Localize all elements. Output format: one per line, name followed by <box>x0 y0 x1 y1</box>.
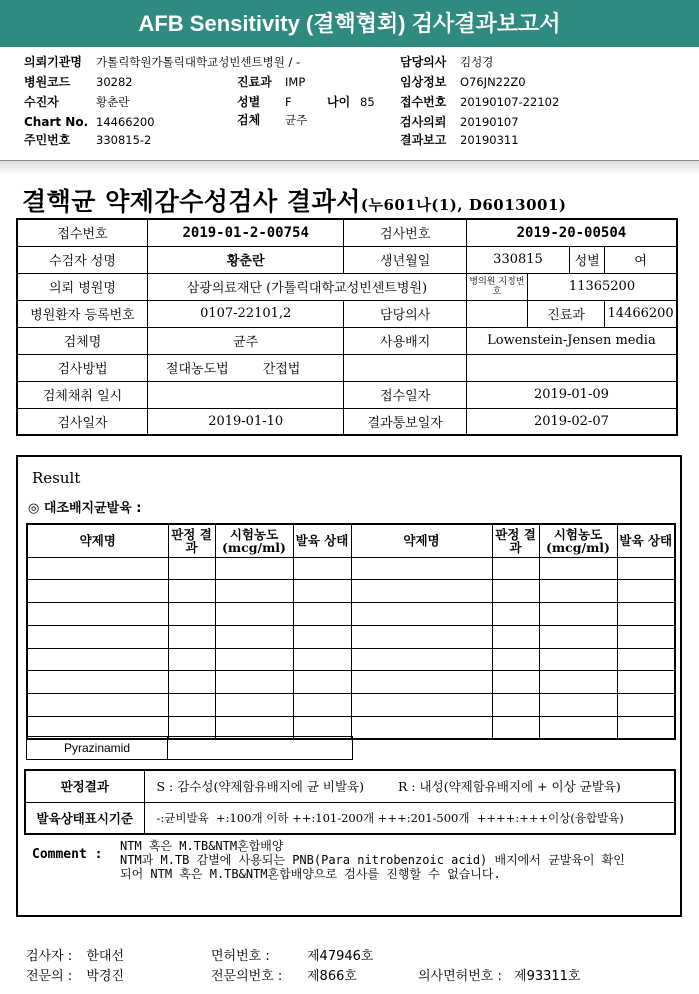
attending-doctor-label: 담당의사 <box>344 300 466 327</box>
receipt-row <box>400 95 559 109</box>
sex-row <box>237 95 292 109</box>
drug-cell <box>168 557 215 580</box>
drug-cell <box>492 694 539 717</box>
specialist-label: 전문의 : <box>26 969 73 984</box>
notified-value: 2019-02-07 <box>466 408 677 435</box>
table-row <box>17 381 677 408</box>
table-row <box>17 327 677 354</box>
result-label: Result <box>32 469 81 487</box>
drug-cell <box>351 717 492 740</box>
dept-row <box>237 75 305 89</box>
drug-row <box>27 557 675 580</box>
table-row <box>17 273 677 300</box>
comment-text <box>120 839 625 881</box>
reg-no-label: 병원환자 등록번호 <box>17 300 147 327</box>
collect-label: 검체채취 일시 <box>17 381 147 408</box>
medium-label: 사용배지 <box>344 327 466 354</box>
drug-cell <box>27 580 168 603</box>
dept-label: 진료과 <box>237 75 272 89</box>
judge-legend-r: R : 내성(약제함유배지에 + 이상 균발육) <box>397 779 621 795</box>
control-growth-label: ◎ 대조배지균발육 : <box>28 501 142 516</box>
drug-cell <box>351 671 492 694</box>
drug-cell <box>617 603 675 626</box>
table-row <box>17 246 677 273</box>
test-no-label: 검사번호 <box>344 219 466 246</box>
drug-cell <box>617 694 675 717</box>
tested-label: 검사일자 <box>17 408 147 435</box>
method-label: 검사방법 <box>17 354 147 381</box>
growth-legend-label: 발육상태표시기준 <box>25 802 144 834</box>
drug-cell <box>27 625 168 648</box>
concentration-header: 시험농도 (mcg/ml) <box>215 524 293 557</box>
drug-row <box>27 625 675 648</box>
drug-row <box>27 694 675 717</box>
drug-cell <box>617 648 675 671</box>
legend-table <box>24 769 676 835</box>
document-title <box>22 182 567 218</box>
drug-cell <box>539 717 617 740</box>
drug-cell <box>27 557 168 580</box>
drug-row <box>27 671 675 694</box>
dept-value-cell: 14466200 <box>605 300 677 327</box>
receipt-value: 20190107-22102 <box>460 95 560 109</box>
license-value: 제47946호 <box>307 949 374 964</box>
chart-row <box>24 115 155 129</box>
clinical-value: O76JN22Z0 <box>460 75 526 89</box>
received-value: 2019-01-09 <box>466 381 677 408</box>
drug-cell <box>539 648 617 671</box>
drug-cell <box>351 580 492 603</box>
drug-cell <box>539 557 617 580</box>
result-section <box>16 455 682 917</box>
tested-value: 2019-01-10 <box>147 408 344 435</box>
specialist-no-row <box>211 965 357 984</box>
doctor-license-row <box>418 965 581 984</box>
table-row <box>27 737 353 760</box>
attending-doctor-value <box>466 300 527 327</box>
drug-cell <box>617 580 675 603</box>
pyrazinamid-value <box>168 737 353 760</box>
drug-cell <box>492 671 539 694</box>
drug-cell <box>293 580 351 603</box>
drug-cell <box>492 648 539 671</box>
request-date-value: 20190107 <box>460 115 519 129</box>
drug-header-row <box>27 524 675 557</box>
age-value: 85 <box>360 95 375 109</box>
tester-value: 한대선 <box>86 949 125 964</box>
doctor-label: 담당의사 <box>400 55 447 69</box>
sex-value-cell: 여 <box>605 246 677 273</box>
table-row <box>17 354 677 381</box>
drug-cell <box>539 671 617 694</box>
growth-header: 발육 상태 <box>293 524 351 557</box>
dob-value: 330815 <box>466 246 569 273</box>
drug-cell <box>617 671 675 694</box>
age-row <box>327 95 375 109</box>
medium-value: Lowenstein-Jensen media <box>466 327 677 354</box>
drug-cell <box>492 603 539 626</box>
receipt-no-label: 접수번호 <box>17 219 147 246</box>
drug-name-header: 약제명 <box>27 524 168 557</box>
drug-cell <box>492 580 539 603</box>
specimen-value: 균주 <box>285 113 308 127</box>
report-header-title: AFB Sensitivity (결핵협회) 검사결과보고서 <box>0 0 699 47</box>
patient-info-table <box>16 218 678 436</box>
blank-cell <box>466 354 677 381</box>
concentration-header: 시험농도 (mcg/ml) <box>539 524 617 557</box>
dept-label-cell: 진료과 <box>528 300 605 327</box>
comment-line: NTM 혹은 M.TB&NTM혼합배양 <box>120 839 284 853</box>
clinical-label: 임상정보 <box>400 75 447 89</box>
blank-cell <box>344 354 466 381</box>
patient-name-value: 황춘란 <box>147 246 344 273</box>
drug-table-body <box>27 557 675 739</box>
tester-label: 검사자 : <box>26 949 73 964</box>
drug-cell <box>293 694 351 717</box>
growth-legend-value: -:균비발육 +:100개 이하 ++:101-200개 +++:201-500개 ++++:+++이상(융합발육) <box>144 802 675 834</box>
pyrazinamid-label: Pyrazinamid <box>27 737 168 760</box>
drug-cell <box>27 671 168 694</box>
id-row <box>24 133 151 147</box>
doctor-value: 김성경 <box>460 55 494 69</box>
table-row <box>17 300 677 327</box>
name-label: 수진자 <box>24 95 59 109</box>
report-date-value: 20190311 <box>460 133 519 147</box>
doctor-license-value: 제93311호 <box>514 969 581 984</box>
sex-label-cell: 성별 <box>570 246 605 273</box>
reg-no-value: 0107-22101,2 <box>147 300 344 327</box>
drug-cell <box>215 557 293 580</box>
drug-row <box>27 648 675 671</box>
drug-cell <box>27 603 168 626</box>
license-row <box>211 945 373 964</box>
specialist-no-label: 전문의번호 : <box>211 969 283 984</box>
receipt-no-value: 2019-01-2-00754 <box>147 219 344 246</box>
drug-cell <box>617 625 675 648</box>
dob-label: 생년월일 <box>344 246 466 273</box>
hospital-code-row <box>24 75 133 89</box>
drug-cell <box>539 580 617 603</box>
clinical-row <box>400 75 526 89</box>
drug-row <box>27 580 675 603</box>
drug-cell <box>617 717 675 740</box>
comment-line: 되어 NTM 혹은 M.TB&NTM혼합배양으로 검사를 진행할 수 없습니다. <box>120 867 501 881</box>
drug-cell <box>351 557 492 580</box>
drug-cell <box>168 603 215 626</box>
drug-cell <box>351 694 492 717</box>
sex-label: 성별 <box>237 95 261 109</box>
drug-cell <box>27 648 168 671</box>
drug-cell <box>215 648 293 671</box>
request-date-row <box>400 115 519 129</box>
document-code: (누601나(1), D6013001) <box>360 196 567 214</box>
tester-row <box>26 945 124 964</box>
specimen-name-label: 검체명 <box>17 327 147 354</box>
drug-cell <box>215 603 293 626</box>
drug-name-header: 약제명 <box>351 524 492 557</box>
specimen-row <box>237 113 307 127</box>
test-no-value: 2019-20-00504 <box>466 219 677 246</box>
specimen-label: 검체 <box>237 113 261 127</box>
drug-cell <box>215 671 293 694</box>
table-row <box>25 802 675 834</box>
drug-cell <box>351 648 492 671</box>
hospital-label: 의뢰 병원명 <box>17 273 147 300</box>
drug-cell <box>168 648 215 671</box>
specimen-name-value: 균주 <box>147 327 344 354</box>
doctor-row <box>400 55 493 69</box>
pyrazinamid-row <box>26 736 353 760</box>
method-a: 절대농도법 <box>165 362 229 377</box>
drug-cell <box>539 603 617 626</box>
drug-cell <box>293 648 351 671</box>
comment-label: Comment : <box>32 847 103 862</box>
drug-cell <box>351 625 492 648</box>
method-b: 간접법 <box>262 362 301 377</box>
drug-cell <box>351 603 492 626</box>
drug-cell <box>215 694 293 717</box>
hospital-code-label: 병원코드 <box>24 75 71 89</box>
notified-label: 결과통보일자 <box>344 408 466 435</box>
specialist-row <box>26 965 124 984</box>
drug-cell <box>492 557 539 580</box>
drug-cell <box>168 671 215 694</box>
institution-label: 의뢰기관명 <box>24 55 82 69</box>
drug-cell <box>293 603 351 626</box>
drug-cell <box>293 671 351 694</box>
table-row <box>17 219 677 246</box>
judge-header: 판정 결과 <box>492 524 539 557</box>
drug-table <box>26 523 676 740</box>
judge-header: 판정 결과 <box>168 524 215 557</box>
drug-cell <box>617 557 675 580</box>
drug-cell <box>168 625 215 648</box>
header-shadow <box>0 161 699 175</box>
hospital-code-label-cell: 병의원 지정번호 <box>466 273 527 300</box>
method-value <box>147 354 344 381</box>
name-row <box>24 95 129 109</box>
license-label: 면허번호 : <box>211 949 270 964</box>
id-label: 주민번호 <box>24 133 71 147</box>
table-row <box>25 770 675 802</box>
drug-cell <box>539 625 617 648</box>
judge-legend-value <box>144 770 675 802</box>
report-date-label: 결과보고 <box>400 133 447 147</box>
chart-label: Chart No. <box>24 115 89 129</box>
id-value: 330815-2 <box>96 133 152 147</box>
drug-cell <box>168 580 215 603</box>
judge-legend-label: 판정결과 <box>25 770 144 802</box>
hospital-value: 삼광의료재단 (가톨릭대학교성빈센트병원) <box>147 273 466 300</box>
drug-cell <box>215 625 293 648</box>
hospital-code-value: 30282 <box>96 75 133 89</box>
receipt-label: 접수번호 <box>400 95 447 109</box>
drug-cell <box>293 625 351 648</box>
sex-value: F <box>285 95 292 109</box>
drug-cell <box>27 694 168 717</box>
age-label: 나이 <box>327 95 351 109</box>
collect-value <box>147 381 344 408</box>
hospital-code-value-cell: 11365200 <box>528 273 677 300</box>
comment-line: NTM과 M.TB 감별에 사용되는 PNB(Para nitrobenzoic acid) 배지에서 균발육이 확인 <box>120 853 625 867</box>
judge-legend-s: S : 감수성(약제함유배지에 균 비발육) <box>156 779 364 795</box>
specialist-value: 박경진 <box>86 969 125 984</box>
drug-cell <box>492 625 539 648</box>
drug-cell <box>168 694 215 717</box>
specialist-no-value: 제866호 <box>307 969 357 984</box>
drug-cell <box>539 694 617 717</box>
drug-cell <box>293 557 351 580</box>
growth-header: 발육 상태 <box>617 524 675 557</box>
drug-cell <box>215 580 293 603</box>
table-row <box>17 408 677 435</box>
request-date-label: 검사의뢰 <box>400 115 447 129</box>
name-value: 황춘란 <box>96 95 130 109</box>
drug-cell <box>492 717 539 740</box>
doctor-license-label: 의사면허번호 : <box>418 969 502 984</box>
document-title-text: 결핵균 약제감수성검사 결과서 <box>22 187 361 216</box>
received-label: 접수일자 <box>344 381 466 408</box>
drug-row <box>27 603 675 626</box>
institution-value: 가톨릭학원가톨릭대학교성빈센트병원 / - <box>96 55 301 69</box>
report-date-row <box>400 133 519 147</box>
dept-value: IMP <box>285 75 306 89</box>
chart-value: 14466200 <box>96 115 155 129</box>
institution-row <box>24 55 300 69</box>
patient-name-label: 수검자 성명 <box>17 246 147 273</box>
